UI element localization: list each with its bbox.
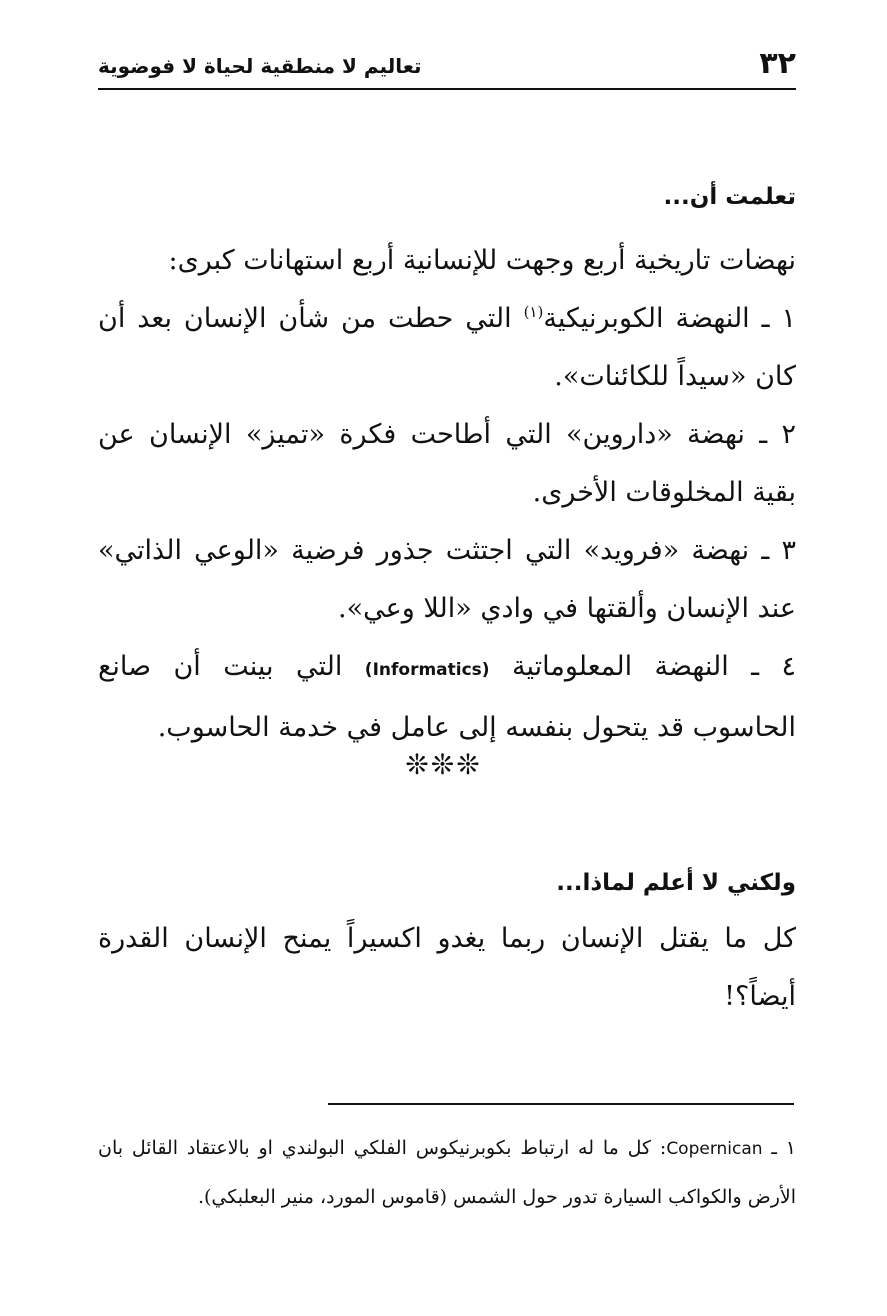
running-title: تعاليم لا منطقية لحياة لا فوضوية (98, 54, 422, 78)
list-item-copernican (98, 290, 796, 406)
item1-text-end: التي حطت من شأن الإنسان بعد أن كان «سيداً للكائنات». (98, 303, 796, 392)
intro-paragraph: نهضات تاريخية أربع وجهت للإنسانية أربع استهانات كبرى: (168, 245, 796, 276)
item4-text-end: التي بينت أن صانع الحاسوب قد يتحول بنفسه إلى عامل في خدمة الحاسوب. (98, 651, 796, 743)
footnote-reference: (١) (523, 303, 544, 321)
section-heading-why: ولكني لا أعلم لماذا... (556, 870, 796, 896)
footnote-marker: ١ ـ (762, 1137, 796, 1159)
list-item-darwin: ٢ ـ نهضة «داروين» التي أطاحت فكرة «تميز» الإنسان عن بقية المخلوقات الأخرى. (98, 419, 796, 508)
why-paragraph: كل ما يقتل الإنسان ربما يغدو اكسيراً يمنح الإنسان القدرة أيضاً؟! (98, 923, 796, 1012)
footnote (98, 1124, 796, 1221)
section-body-why (98, 910, 796, 1026)
item4-text-start: ٤ ـ النهضة المعلوماتية (489, 651, 796, 682)
list-item-informatics (98, 638, 796, 757)
item1-text-start: ١ ـ النهضة الكوبرنيكية (543, 303, 796, 334)
section-body-learned (98, 232, 796, 757)
page-header (98, 42, 796, 90)
section-divider-ornament: ❊❊❊ (405, 748, 482, 781)
section-heading-learned: تعلمت أن... (663, 184, 796, 210)
footnote-separator (328, 1103, 794, 1105)
page-number: ٣٢ (759, 46, 796, 81)
footnote-text: : كل ما له ارتباط بكوبرنيكوس الفلكي البولندي او بالاعتقاد القائل بان الأرض والكواكب السيارة تدور حول الشمس (قاموس المورد، منير البعلبكي). (98, 1137, 796, 1208)
informatics-term: (Informatics) (364, 660, 490, 680)
footnote-latin-term: Copernican (666, 1139, 763, 1159)
list-item-freud: ٣ ـ نهضة «فرويد» التي اجتثت جذور فرضية «الوعي الذاتي» عند الإنسان وألقتها في وادي «اللا وعي». (98, 535, 796, 624)
